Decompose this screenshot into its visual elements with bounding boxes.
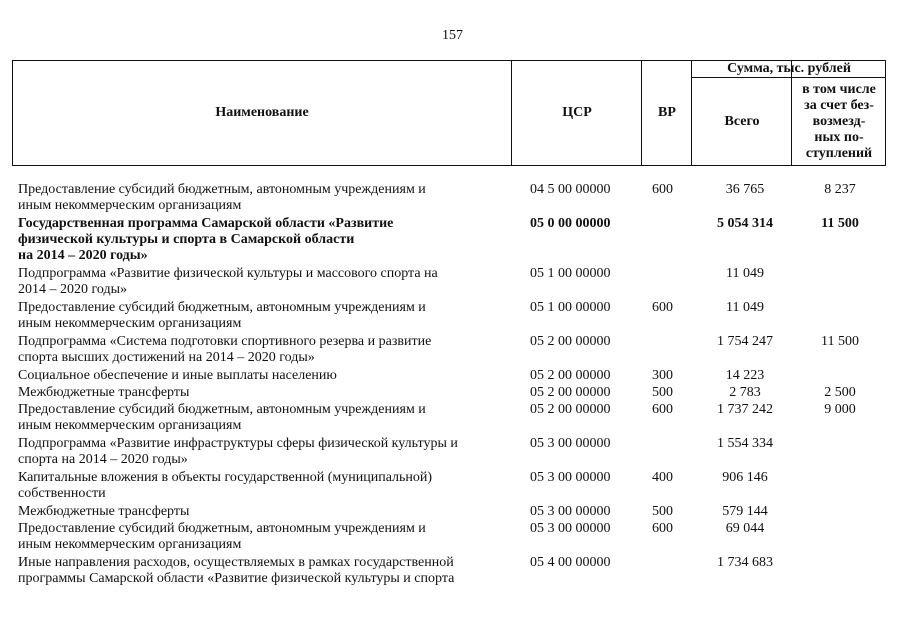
header-free-line: ступлений — [805, 146, 873, 161]
table-row — [0, 470, 905, 502]
row-vr: 600 — [652, 182, 673, 197]
table-header — [12, 60, 886, 166]
row-name — [18, 521, 518, 553]
header-free-line: в том числе — [802, 82, 876, 97]
table-row — [0, 555, 905, 587]
row-vr: 600 — [652, 402, 673, 417]
row-name-line: Подпрограмма «Развитие инфраструктуры сферы физической культуры и — [18, 436, 458, 451]
header-free — [793, 79, 885, 165]
row-name-line: программы Самарской области «Развитие физической культуры и спорта — [18, 571, 455, 586]
row-name-line: 2014 – 2020 годы» — [18, 282, 128, 297]
row-csr: 05 4 00 00000 — [530, 555, 611, 570]
header-free-line: ных по- — [814, 130, 864, 145]
row-csr: 04 5 00 00000 — [530, 182, 611, 197]
row-name-line: собственности — [18, 486, 106, 501]
row-name-line: иным некоммерческим организациям — [18, 316, 242, 331]
row-name — [18, 368, 518, 384]
row-name-line: Предоставление субсидий бюджетным, автономным учреждениям и — [18, 521, 426, 536]
table-row — [0, 266, 905, 298]
row-name-line: Социальное обеспечение и иные выплаты населению — [18, 368, 337, 383]
row-name-line: иным некоммерческим организациям — [18, 418, 242, 433]
row-name-line: Подпрограмма «Развитие физической культуры и массового спорта на — [18, 266, 438, 281]
row-csr: 05 2 00 00000 — [530, 385, 611, 400]
row-name — [18, 300, 518, 332]
table-row — [0, 521, 905, 553]
row-vr: 500 — [652, 504, 673, 519]
row-name — [18, 436, 518, 468]
row-vr: 600 — [652, 521, 673, 536]
header-sum: Сумма, тыс. рублей — [727, 61, 851, 76]
row-name-line: Подпрограмма «Система подготовки спортивного резерва и развитие — [18, 334, 432, 349]
row-total: 579 144 — [722, 504, 768, 519]
row-csr: 05 3 00 00000 — [530, 504, 611, 519]
table-row — [0, 334, 905, 366]
table-row — [0, 216, 905, 264]
header-free-line: возмезд- — [812, 114, 866, 129]
row-name-line: Капитальные вложения в объекты государственной (муниципальной) — [18, 470, 433, 485]
row-total: 906 146 — [722, 470, 768, 485]
row-name-line: на 2014 – 2020 годы» — [18, 248, 148, 263]
row-total: 11 049 — [726, 300, 764, 315]
row-name-line: иным некоммерческим организациям — [18, 198, 242, 213]
row-total: 1 734 683 — [717, 555, 773, 570]
row-name-line: Предоставление субсидий бюджетным, автономным учреждениям и — [18, 182, 426, 197]
table-row — [0, 402, 905, 434]
row-free: 9 000 — [824, 402, 856, 417]
header-vr: ВР — [658, 105, 676, 120]
row-csr: 05 1 00 00000 — [530, 300, 611, 315]
row-name-line: спорта на 2014 – 2020 годы» — [18, 452, 188, 467]
table-row — [0, 368, 905, 384]
row-total: 1 754 247 — [717, 334, 773, 349]
row-total: 11 049 — [726, 266, 764, 281]
row-total: 36 765 — [725, 182, 765, 197]
row-free: 8 237 — [824, 182, 856, 197]
row-vr: 500 — [652, 385, 673, 400]
row-free: 11 500 — [821, 334, 859, 349]
table-row — [0, 182, 905, 214]
row-total: 5 054 314 — [717, 216, 773, 231]
row-total: 1 554 334 — [717, 436, 773, 451]
row-name — [18, 266, 518, 298]
row-total: 69 044 — [725, 521, 765, 536]
header-csr: ЦСР — [562, 105, 592, 120]
row-vr: 600 — [652, 300, 673, 315]
row-csr: 05 3 00 00000 — [530, 436, 611, 451]
row-name — [18, 470, 518, 502]
row-csr: 05 2 00 00000 — [530, 402, 611, 417]
row-name — [18, 385, 518, 401]
table-row — [0, 385, 905, 401]
row-name — [18, 402, 518, 434]
row-name-line: Иные направления расходов, осуществляемых в рамках государственной — [18, 555, 454, 570]
row-name-line: спорта высших достижений на 2014 – 2020 годы» — [18, 350, 315, 365]
page-number: 157 — [442, 28, 463, 43]
row-csr: 05 3 00 00000 — [530, 521, 611, 536]
table-row — [0, 300, 905, 332]
row-vr: 300 — [652, 368, 673, 383]
row-csr: 05 2 00 00000 — [530, 368, 611, 383]
row-free: 11 500 — [821, 216, 859, 231]
row-name-line: Предоставление субсидий бюджетным, автономным учреждениям и — [18, 300, 426, 315]
row-csr: 05 1 00 00000 — [530, 266, 611, 281]
row-name-line: Межбюджетные трансферты — [18, 385, 190, 400]
row-name-line: иным некоммерческим организациям — [18, 537, 242, 552]
row-name-line: Межбюджетные трансферты — [18, 504, 190, 519]
row-free: 2 500 — [824, 385, 856, 400]
header-total: Всего — [724, 114, 760, 129]
row-name — [18, 504, 518, 520]
row-total: 1 737 242 — [717, 402, 773, 417]
row-csr: 05 0 00 00000 — [530, 216, 611, 231]
row-name — [18, 182, 518, 214]
row-name-line: Предоставление субсидий бюджетным, автономным учреждениям и — [18, 402, 426, 417]
table-row — [0, 436, 905, 468]
row-total: 14 223 — [725, 368, 765, 383]
row-name — [18, 216, 518, 264]
row-name — [18, 334, 518, 366]
header-name: Наименование — [215, 105, 309, 120]
row-vr: 400 — [652, 470, 673, 485]
header-free-line: за счет без- — [804, 98, 874, 113]
table-row — [0, 504, 905, 520]
row-csr: 05 2 00 00000 — [530, 334, 611, 349]
row-csr: 05 3 00 00000 — [530, 470, 611, 485]
row-total: 2 783 — [729, 385, 761, 400]
row-name-line: Государственная программа Самарской области «Развитие — [18, 216, 394, 231]
row-name-line: физической культуры и спорта в Самарской области — [18, 232, 355, 247]
row-name — [18, 555, 518, 587]
